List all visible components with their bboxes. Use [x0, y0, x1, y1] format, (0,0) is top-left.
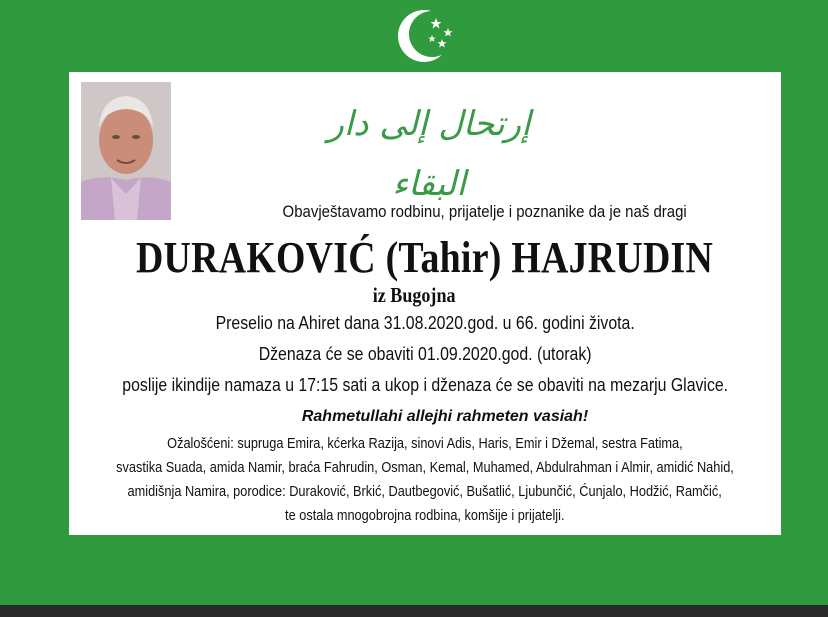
funeral-time-line: poslije ikindije namaza u 17:15 sati a ukop i dženaza će se obaviti na mezarju Glavice. — [122, 375, 728, 395]
deceased-name-line — [69, 232, 781, 308]
intro-text: Obavještavamo rodbinu, prijatelje i poznanike da je naš dragi — [282, 202, 688, 221]
mourners-line: te ostala mnogobrojna rodbina, komšije i prijatelji. — [285, 508, 565, 524]
bottom-border — [0, 605, 828, 617]
portrait-photo — [81, 82, 171, 220]
funeral-date-line: Dženaza će se obaviti 01.09.2020.god. (utorak) — [258, 344, 592, 364]
obituary-card — [69, 72, 781, 535]
deceased-origin: iz Bugojna — [372, 283, 456, 307]
arabic-calligraphy: إرتحال إلى دار البقاء — [327, 104, 531, 204]
deceased-name: DURAKOVIĆ (Tahir) HAJRUDIN — [136, 233, 714, 282]
mourners-line: Ožalošćeni: supruga Emira, kćerka Razija, sinovi Adis, Haris, Emir i Džemal, sestra Fatima, — [167, 436, 683, 452]
mourners-line: svastika Suada, amida Namir, braća Fahrudin, Osman, Kemal, Muhamed, Abdulrahman i Almir, amidić Nahid, — [116, 460, 734, 476]
death-date-line: Preselio na Ahiret dana 31.08.2020.god. u 66. godini života. — [215, 313, 635, 333]
crescent-and-stars-icon — [392, 4, 462, 68]
prayer-line: Rahmetullahi allejhi rahmeten vasiah! — [301, 408, 589, 425]
mourners-line: amidišnja Namira, porodice: Duraković, Brkić, Dautbegović, Bušatlić, Ljubunčić, Ćunjalo, Hodžić, Ramčić, — [127, 484, 723, 500]
